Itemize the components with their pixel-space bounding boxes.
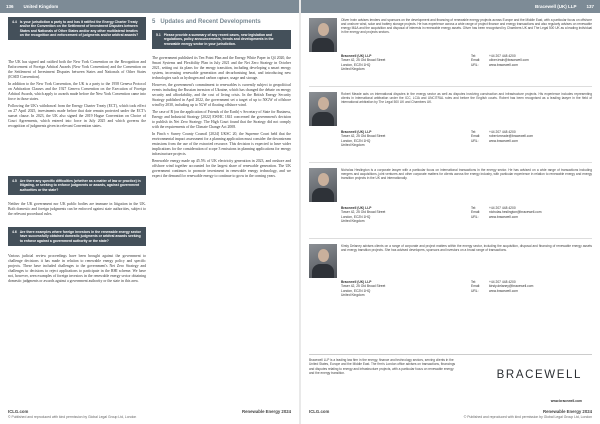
address-line: Tower 42, 25 Old Broad Street	[341, 210, 386, 215]
author-profile	[309, 244, 592, 306]
address-line: London, EC2N 1HQ	[341, 62, 371, 67]
running-head-title: United Kingdom	[23, 4, 59, 9]
paragraph: In addition to the New York Convention, the UK is a party to the 1958 Geneva Protocol on Arbitration Clauses and the 1927 Geneva Convention on the Execution of Foreign Arbitral Awards, which apply to awards made before the New York Convention came into force in those states.	[8, 82, 146, 101]
author-photo	[309, 244, 337, 278]
address-line: United Kingdom	[341, 219, 365, 224]
question-number: 4.4	[12, 20, 17, 24]
contact-block	[341, 206, 592, 224]
contact-block	[341, 280, 592, 298]
url-link[interactable]: www.bracewell.com	[489, 288, 518, 293]
divider	[309, 162, 592, 163]
question-number: 5.1	[156, 33, 161, 37]
paragraph: Following the UK's withdrawal from the Energy Charter Treaty (ECT), which took effect on 27 April 2025, investments made before that date remain protected under the ECT's sunset clause. In 2023, the UK also signed the 2019 Hague Convention on Choice of Court Agreements, which entered into force in July 2025 and which governs the recognition of judgments given in relevant Convention states.	[8, 104, 146, 128]
section-heading	[152, 19, 261, 25]
footer-site: ICLG.com	[309, 409, 330, 414]
author-profile	[309, 168, 592, 230]
tel-label: Tel:	[471, 130, 477, 134]
email-link[interactable]: kirsty.delaney@bracewell.com	[489, 284, 534, 289]
divider	[309, 238, 592, 239]
question-text: Are there any specific difficulties (whether as a matter of law or practice) in litigating, or seeking to enforce judgments or awards, against government authorities or the state?	[19, 179, 141, 192]
firm-name: Bracewell (UK) LLP	[341, 54, 372, 58]
email-label: Email:	[471, 134, 481, 139]
tel-label: Tel:	[471, 280, 477, 284]
author-bio: Nicholas Heslington is a corporate lawyer with a particular focus on international transactions in the energy sector. He has advised on a wide range of transactions including mergers and acquisitions, joint ventures and other corporate matters for clients across the energy industry, with particular experience in relation to renewable energy and energy transition projects in the UK and internationally.	[341, 168, 592, 181]
section-title: Updates and Recent Developments	[160, 19, 261, 25]
author-photo	[309, 168, 337, 202]
author-photo	[309, 92, 337, 126]
paragraph: The UK has signed and ratified both the New York Convention on the Recognition and Enforcement of Foreign Arbitral Awards (New York Convention) and the Convention on the Settlement of Investment Disputes between States and Nationals of Other States (ICSID Convention).	[8, 60, 146, 79]
address-line: Tower 42, 25 Old Broad Street	[341, 58, 386, 63]
left-page	[0, 0, 299, 424]
tel-label: Tel:	[471, 54, 477, 58]
email-link[interactable]: oliver.irwin@bracewell.com	[489, 58, 529, 63]
question-box	[8, 227, 146, 246]
question-text: Please provide a summary of any recent cases, new legislation and regulations, policy announcements, trends and developments in the renewable energy sector in your jurisdiction.	[163, 33, 274, 46]
address-line: London, EC2N 1HQ	[341, 288, 371, 293]
footer-guide: Renewable Energy 2024	[543, 409, 592, 414]
footer-copyright: © Published and reproduced with kind permission by Global Legal Group Ltd, London	[8, 415, 137, 419]
section-number: 5	[152, 19, 156, 25]
paragraph: In Finch v Surrey County Council [2024] UKSC 20, the Supreme Court held that the environmental impact assessment for a planning application must consider the downstream emissions from the use of the extracted resource. This decision is expected to have wider implications for the consideration of scope 3 emissions in planning applications for energy infrastructure projects.	[152, 132, 291, 156]
right-page	[301, 0, 600, 424]
page-footer	[8, 409, 291, 419]
firm-name: Bracewell (UK) LLP	[341, 206, 372, 210]
paragraph: However, the government's commitment to renewables is currently subject to geopolitical events including the Russian invasion of Ukraine, which has changed the debate on energy security and affordability, and the cost of living crisis. In the British Energy Security Strategy published in April 2022, the government set a target of up to 50GW of offshore wind by 2030, including up to 5GW of floating offshore wind.	[152, 83, 291, 107]
tel-value: +44 207 448 4200	[489, 54, 516, 58]
author-bio: Oliver Irwin advises lenders and sponsors on the development and financing of renewable energy projects across Europe and the Middle East, with a particular focus on offshore and onshore wind, solar and battery storage projects. He has experience across a wide range of project finance and energy transactions and also regularly advises on renewable energy M&A and the acquisition and disposal of interests in renewable energy assets. Oliver has been recognised by Chambers UK and The Legal 500 UK as a leading individual in the energy and projects sectors.	[341, 18, 592, 35]
paragraph: The case of R (on the application of Friends of the Earth) v Secretary of State for Business, Energy and Industrial Strategy [2022] EWHC 1841 concerned the government's decision to publish its Net Zero Strategy. The High Court found that the Strategy did not comply with the requirements of the Climate Change Act 2008.	[152, 110, 291, 129]
email-label: Email:	[471, 58, 481, 63]
tel-label: Tel:	[471, 206, 477, 210]
author-photo	[309, 18, 337, 52]
paragraph: Neither the UK government nor UK public bodies are immune in litigation in the UK. Both domestic and foreign judgments can be enforced against state authorities, subject to the relevant procedural rules.	[8, 202, 146, 216]
question-box	[8, 176, 146, 195]
firm-profile	[309, 354, 592, 405]
email-link[interactable]: nicholas.heslington@bracewell.com	[489, 210, 542, 215]
question-text: Are there examples where foreign investors in the renewable energy sector have successfully obtained domestic judgments or arbitral awards seeking to enforce against a government authority or the state?	[19, 230, 141, 243]
author-profile	[309, 18, 592, 80]
footer-site: ICLG.com	[8, 409, 29, 414]
running-head-title: Bracewell (UK) LLP	[534, 4, 577, 9]
tel-value: +44 207 448 4200	[489, 130, 516, 134]
footer-copyright: © Published and reproduced with kind permission by Global Legal Group Ltd, London	[463, 415, 592, 419]
question-number: 4.6	[12, 230, 17, 234]
url-label: URL:	[471, 288, 479, 293]
tel-value: +44 207 448 4200	[489, 280, 516, 284]
url-link[interactable]: www.bracewell.com	[489, 138, 518, 143]
paragraph: The government published its Ten Point Plan and the Energy White Paper in Q4 2020, the Smart Systems and Flexibility Plan in July 2021 and the Net Zero Strategy in October 2021, setting out its plans for the energy transition, including developing a smart energy system, increasing renewable generation and decarbonising heat, and introducing new technologies such as hydrogen and carbon capture, usage and storage.	[152, 56, 291, 80]
firm-name: Bracewell (UK) LLP	[341, 130, 372, 134]
author-bio: Robert Meade acts on international disputes in the energy sector as well as disputes involving construction and infrastructure projects. His experience includes representing clients in international arbitration under the ICC, LCIA and UNCITRAL rules and before the English courts. Robert has been recognised as a leading lawyer in the field of international arbitration by The Legal 500 UK and Chambers UK.	[341, 92, 592, 105]
answer-text	[8, 254, 146, 286]
url-link[interactable]: www.bracewell.com	[489, 62, 518, 67]
contact-block	[341, 54, 592, 72]
email-link[interactable]: robert.meade@bracewell.com	[489, 134, 534, 139]
contact-block	[341, 130, 592, 148]
question-box	[8, 17, 146, 40]
author-bio: Kirsty Delaney advises clients on a range of corporate and project matters within the energy sector, including the acquisition, disposal and financing of renewable energy assets and energy transition projects. She has advised developers, sponsors and investors on a broad range of transactions.	[341, 244, 592, 253]
answer-text	[152, 56, 291, 181]
tel-value: +44 207 448 4200	[489, 206, 516, 210]
address-line: United Kingdom	[341, 67, 365, 72]
address-line: London, EC2N 1HQ	[341, 138, 371, 143]
divider	[309, 86, 592, 87]
url-label: URL:	[471, 214, 479, 219]
address-line: United Kingdom	[341, 143, 365, 148]
page-footer	[309, 409, 592, 419]
firm-description: Bracewell LLP is a leading law firm in the energy, finance and technology sectors, serving clients in the United States, Europe and the Middle East. The firm's London office advises on transactions, financings and disputes relating to energy and infrastructure projects, with a particular focus on renewable energy and the energy transition.	[309, 358, 456, 375]
address-line: United Kingdom	[341, 293, 365, 298]
running-header	[0, 0, 299, 13]
url-label: URL:	[471, 138, 479, 143]
firm-url-link[interactable]: www.bracewell.com	[550, 399, 582, 403]
url-label: URL:	[471, 62, 479, 67]
url-link[interactable]: www.bracewell.com	[489, 214, 518, 219]
page-number: 137	[586, 4, 594, 9]
footer-guide: Renewable Energy 2024	[242, 409, 291, 414]
running-header	[301, 0, 600, 13]
firm-name: Bracewell (UK) LLP	[341, 280, 372, 284]
bracewell-logo: BRACEWELL	[496, 369, 582, 381]
question-number: 4.5	[12, 179, 17, 183]
paragraph: Renewable energy made up 45.5% of UK electricity generation in 2023, and onshore and offshore wind together accounted for the largest share of renewable generation. The UK government continues to promote investment in renewable energy technology, and we expect the demand for renewable energy to continue to grow in the coming years.	[152, 159, 291, 178]
email-label: Email:	[471, 284, 481, 289]
answer-text	[8, 202, 146, 219]
question-box	[152, 30, 291, 49]
address-line: Tower 42, 25 Old Broad Street	[341, 134, 386, 139]
address-line: Tower 42, 25 Old Broad Street	[341, 284, 386, 289]
paragraph: Various judicial review proceedings have been brought against the government to challenge decisions it has made in relation to renewable energy policy and specific projects. These have included challenges to the government's Net Zero Strategy and challenges to decisions to reject applications to participate in the RHI scheme. We have not, however, seen examples of foreign investors in the renewable energy sector obtaining domestic judgments or awards against a government authority or the state in this area.	[8, 254, 146, 283]
question-text: Is your jurisdiction a party to and has it ratified the Energy Charter Treaty and/or the Convention on the Settlement of Investment Disputes between States and Nationals of Other States and/or any other multilateral treaties on the recognition and enforcement of judgments and/or arbitral awards?	[19, 20, 139, 37]
address-line: London, EC2N 1HQ	[341, 214, 371, 219]
answer-text	[8, 60, 146, 131]
page-number: 136	[6, 4, 14, 9]
author-profile	[309, 92, 592, 154]
email-label: Email:	[471, 210, 481, 215]
